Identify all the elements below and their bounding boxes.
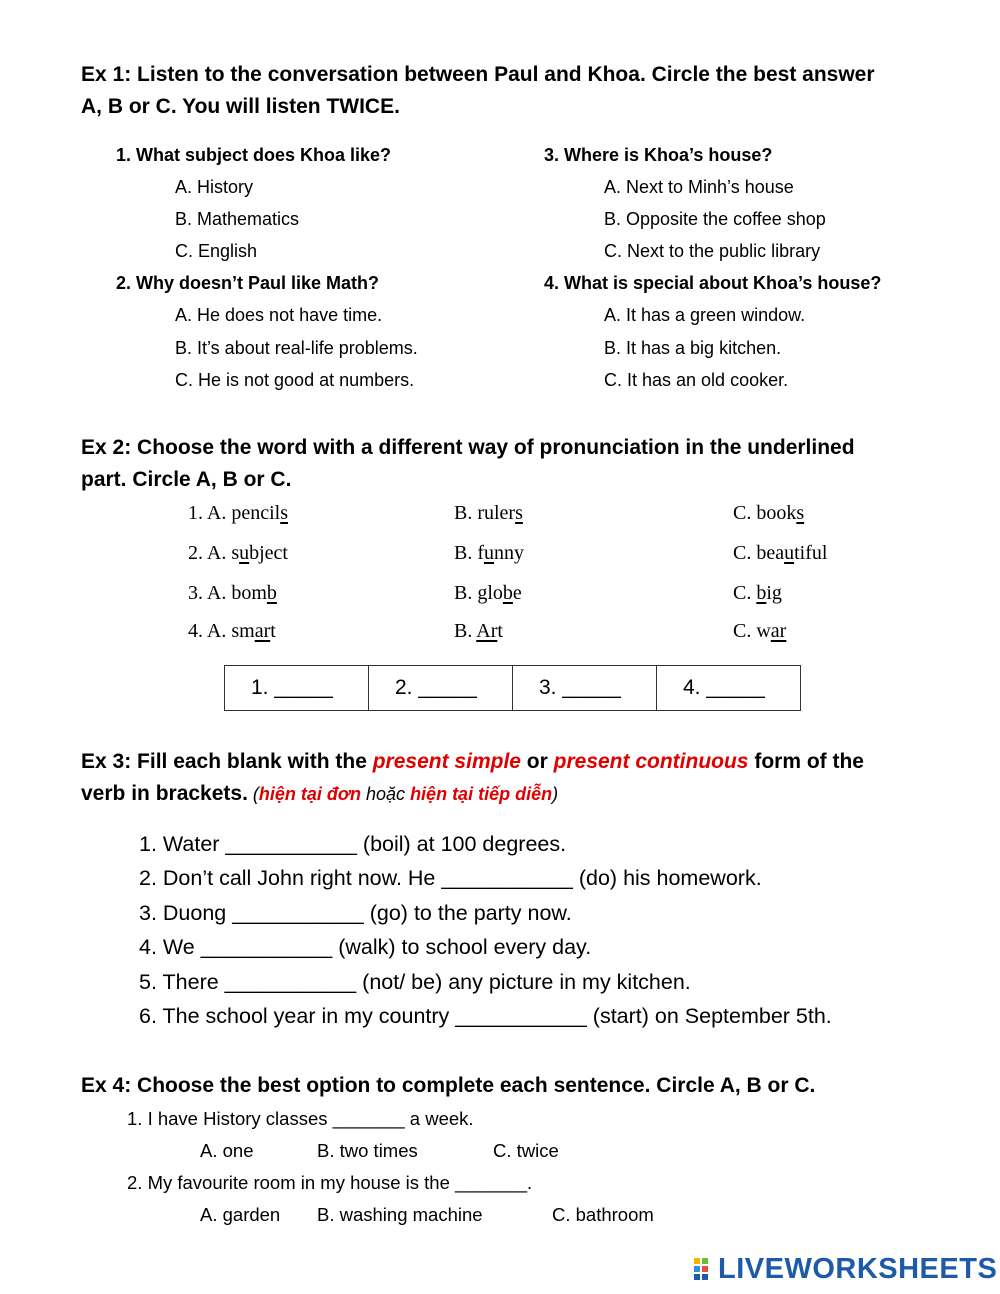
ex2-q3-option-c[interactable]: C. big (733, 582, 782, 604)
ex3-item-4[interactable]: 4. We ___________ (walk) to school every day. (139, 935, 592, 959)
ex2-q4-option-c[interactable]: C. war (733, 620, 787, 642)
ex4-question-1[interactable]: 1. I have History classes _______ a week. (127, 1108, 474, 1129)
ex4-q2-option-b[interactable]: B. washing machine (317, 1204, 483, 1225)
ex2-q1-option-a[interactable]: 1. A. pencils (188, 502, 289, 524)
ex3-item-2[interactable]: 2. Don’t call John right now. He ___________ (do) his homework. (139, 866, 762, 890)
ex1-q2-option-b[interactable]: B. It’s about real-life problems. (175, 338, 418, 358)
ex1-question-3: 3. Where is Khoa’s house? (544, 145, 773, 165)
ex4-q1-option-a[interactable]: A. one (200, 1140, 254, 1161)
ex4-heading: Ex 4: Choose the best option to complete each sentence. Circle A, B or C. (81, 1074, 816, 1097)
liveworksheets-logo (694, 1253, 997, 1286)
ex3-item-3[interactable]: 3. Duong ___________ (go) to the party now. (139, 901, 572, 925)
ex1-question-4: 4. What is special about Khoa’s house? (544, 273, 882, 293)
ex1-q1-option-b[interactable]: B. Mathematics (175, 209, 300, 229)
ex2-q3-option-b[interactable]: B. globe (454, 582, 522, 604)
ex4-q2-option-c[interactable]: C. bathroom (552, 1204, 654, 1225)
ex1-q3-option-b[interactable]: B. Opposite the coffee shop (604, 209, 826, 229)
ex2-q1-option-c[interactable]: C. books (733, 502, 805, 524)
ex1-q3-option-c[interactable]: C. Next to the public library (604, 241, 821, 261)
ex1-question-2: 2. Why doesn’t Paul like Math? (116, 273, 380, 293)
ex3-heading-line2: verb in brackets. (hiện tại đơn hoặc hiện tại tiếp diễn) (81, 782, 559, 805)
ex2-answer-3[interactable]: 3. _____ (513, 666, 657, 711)
ex1-q4-option-a[interactable]: A. It has a green window. (604, 305, 806, 325)
ex2-q4-option-a[interactable]: 4. A. smart (188, 620, 276, 642)
ex3-item-1[interactable]: 1. Water ___________ (boil) at 100 degrees. (139, 832, 567, 856)
ex2-q2-option-b[interactable]: B. funny (454, 542, 524, 564)
ex2-q3-option-a[interactable]: 3. A. bomb (188, 582, 277, 604)
ex1-heading-line1: Ex 1: Listen to the conversation between Paul and Khoa. Circle the best answer (81, 63, 875, 86)
liveworksheets-icon (694, 1257, 718, 1283)
ex4-q1-option-c[interactable]: C. twice (493, 1140, 559, 1161)
ex3-heading-line1: Ex 3: Fill each blank with the present simple or present continuous form of the (81, 750, 864, 773)
ex1-q3-option-a[interactable]: A. Next to Minh’s house (604, 177, 794, 197)
ex1-q4-option-c[interactable]: C. It has an old cooker. (604, 370, 789, 390)
ex1-q2-option-a[interactable]: A. He does not have time. (175, 305, 383, 325)
ex2-answer-2[interactable]: 2. _____ (369, 666, 513, 711)
ex3-item-5[interactable]: 5. There ___________ (not/ be) any picture in my kitchen. (139, 970, 691, 994)
ex2-answer-1[interactable]: 1. _____ (225, 666, 369, 711)
ex4-q1-option-b[interactable]: B. two times (317, 1140, 418, 1161)
ex2-answer-4[interactable]: 4. _____ (657, 666, 801, 711)
ex1-q4-option-b[interactable]: B. It has a big kitchen. (604, 338, 782, 358)
ex4-question-2[interactable]: 2. My favourite room in my house is the _______. (127, 1172, 533, 1193)
liveworksheets-wordmark: LIVEWORKSHEETS (718, 1253, 998, 1285)
ex2-q1-option-b[interactable]: B. rulers (454, 502, 523, 524)
ex1-heading-line2: A, B or C. You will listen TWICE. (81, 95, 400, 118)
ex1-question-1: 1. What subject does Khoa like? (116, 145, 392, 165)
ex2-heading-line2: part. Circle A, B or C. (81, 468, 292, 491)
ex3-item-6[interactable]: 6. The school year in my country ___________ (start) on September 5th. (139, 1004, 832, 1028)
ex2-answer-table (224, 665, 801, 711)
ex1-q2-option-c[interactable]: C. He is not good at numbers. (175, 370, 415, 390)
ex2-heading-line1: Ex 2: Choose the word with a different way of pronunciation in the underlined (81, 436, 855, 459)
ex4-q2-option-a[interactable]: A. garden (200, 1204, 281, 1225)
ex2-q2-option-a[interactable]: 2. A. subject (188, 542, 288, 564)
ex1-q1-option-a[interactable]: A. History (175, 177, 254, 197)
ex2-q4-option-b[interactable]: B. Art (454, 620, 503, 642)
ex2-q2-option-c[interactable]: C. beautiful (733, 542, 828, 564)
ex1-q1-option-c[interactable]: C. English (175, 241, 258, 261)
